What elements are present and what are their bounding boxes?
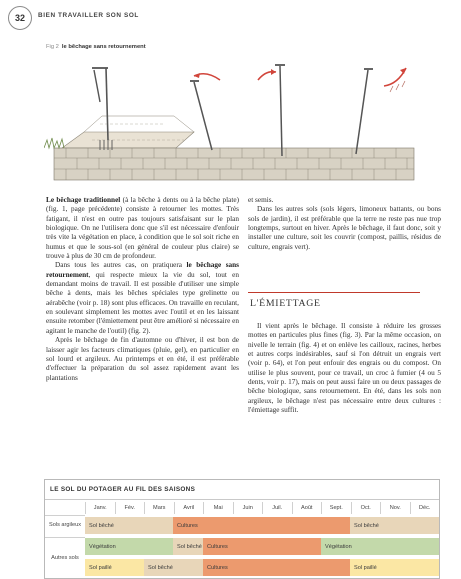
figure-caption xyxy=(46,44,146,50)
month-header: Juil. xyxy=(262,502,292,514)
cell-other-vegetation: Végétation xyxy=(321,538,439,555)
month-header: Août xyxy=(292,502,322,514)
month-header: Mai xyxy=(203,502,233,514)
soil-strip-1 xyxy=(62,116,194,148)
paragraph: Dans les autres sols (sols légers, limoneux battants, ou bons sols de jardin), il est préférable que la terre ne reste pas nue trop longtemps, surtout en hiver. Après le bêchage, il faut donc, soit y installer une culture, soit les couvrir (compost, paillis, résidus de culture, engrais vert). xyxy=(248,205,441,251)
month-header: Nov. xyxy=(380,502,410,514)
paragraph xyxy=(46,196,239,261)
figure-title: le bêchage sans retournement xyxy=(61,44,146,50)
cell-clay-dug: Sol bêché xyxy=(85,517,173,534)
month-header: Oct. xyxy=(351,502,381,514)
cell-other-crops: Cultures xyxy=(203,559,350,576)
page-number: 32 xyxy=(14,13,25,23)
month-header: Avril xyxy=(174,502,204,514)
month-header: Juin xyxy=(233,502,263,514)
section-rule xyxy=(248,292,420,293)
cell-other-crops: Cultures xyxy=(203,538,321,555)
month-header: Mars xyxy=(144,502,174,514)
section-title: L'ÉMIETTAGE xyxy=(250,298,321,309)
running-head: BIEN TRAVAILLER SON SOL xyxy=(38,12,139,19)
paragraph: Après le bêchage de fin d'automne ou d'hiver, il est bon de laisser agir les facteurs climatiques (pluie, gel), en particulier en sol lourd et argileux. Au printemps et en été, il est préférable d'effectuer la préparation du sol assez rapidement avant les plantations xyxy=(46,336,239,382)
table-title: LE SOL DU POTAGER AU FIL DES SAISONS xyxy=(50,486,196,493)
month-header: Déc. xyxy=(410,502,440,514)
fork-tool-icon xyxy=(356,69,373,154)
right-column xyxy=(248,196,441,252)
table-grid xyxy=(45,500,439,579)
cell-other-dug: Sol bêché xyxy=(173,538,203,555)
bold-term: le bêchage sans retournement xyxy=(46,261,240,279)
fork-tool-icon xyxy=(190,81,212,150)
month-header: Fév. xyxy=(115,502,145,514)
cell-other-mulched: Sol paillé xyxy=(85,559,144,576)
cell-other-mulched: Sol paillé xyxy=(350,559,439,576)
paragraph-text: , qui respecte mieux la vie du sol, tout en demandant moins de travail. Il est possible d'utiliser une simple bêche à dents, mais les bêches spéciales type grelinette ou aérabêche (voir p. 18) sont plus efficaces. On travaille en reculant, en soulevant simplement les mottes avec l'outil et en les laissant ensuite retomber (l'émiettement peut être amélioré si nécessaire en agitant le manche de l'outil) (fig. 2). xyxy=(46,270,239,335)
cell-clay-dug: Sol bêché xyxy=(350,517,439,534)
grass xyxy=(44,138,64,148)
paragraph: Il vient après le bêchage. Il consiste à réduire les grosses mottes en particules plus fines (fig. 3). Par la même occasion, on nivelle le terrain (fig. 4) et on enlève les cailloux, racines, herbes et autres corps indésirables, sauf si l'on détruit un engrais vert (voir p. 64), et l'on peut enfouir des engrais ou du compost. On utilise le plus souvent, pour ce travail, un croc à fumier (4 ou 5 dents, voir p. 17), mais on peut aussi faire un ou deux passages de bêche biologique, sans retournement. En été, dans les sols non argileux, le bêchage n'est pas nécessaire entre deux cultures : l'émiettage suffit. xyxy=(248,322,441,415)
month-header: Janv. xyxy=(85,502,115,514)
row-label-clay: Sols argileux xyxy=(45,515,85,536)
seasons-table xyxy=(44,479,440,579)
month-header: Sept. xyxy=(321,502,351,514)
digging-illustration xyxy=(44,52,420,187)
motion-arrow-icon xyxy=(271,69,276,75)
bold-lead: Le bêchage traditionnel xyxy=(46,196,121,204)
left-column xyxy=(46,196,239,383)
paragraph-text: (à la bêche à dents ou à la bêche plate) (fig. 1, page précédente) consiste à retourner les mottes. Très fatigant, il n'est en outre pas toujours satisfaisant sur le plan biologique. On ne l'utilisera donc que s'il est nécessaire d'enfouir très vite la végétation en place, à condition que le sol soit riche en humus et que le sous-sol (en général de couleur plus claire) se trouve à plus de 30 cm de profondeur. xyxy=(46,196,239,261)
paragraph xyxy=(46,261,239,336)
paragraph: et semis. xyxy=(248,196,274,204)
page-number-badge xyxy=(8,6,32,30)
cell-clay-crops: Cultures xyxy=(173,517,350,534)
figure-number: Fig 2 xyxy=(46,44,59,50)
right-column-section xyxy=(248,322,441,415)
cell-other-dug: Sol bêché xyxy=(144,559,203,576)
row-label-other: Autres sols xyxy=(45,537,85,579)
cell-other-vegetation: Végétation xyxy=(85,538,173,555)
fork-tool-icon xyxy=(275,65,285,156)
soil-row-bricks xyxy=(54,148,414,180)
paragraph-text: Dans tous les autres cas, on pratiquera xyxy=(55,261,187,270)
